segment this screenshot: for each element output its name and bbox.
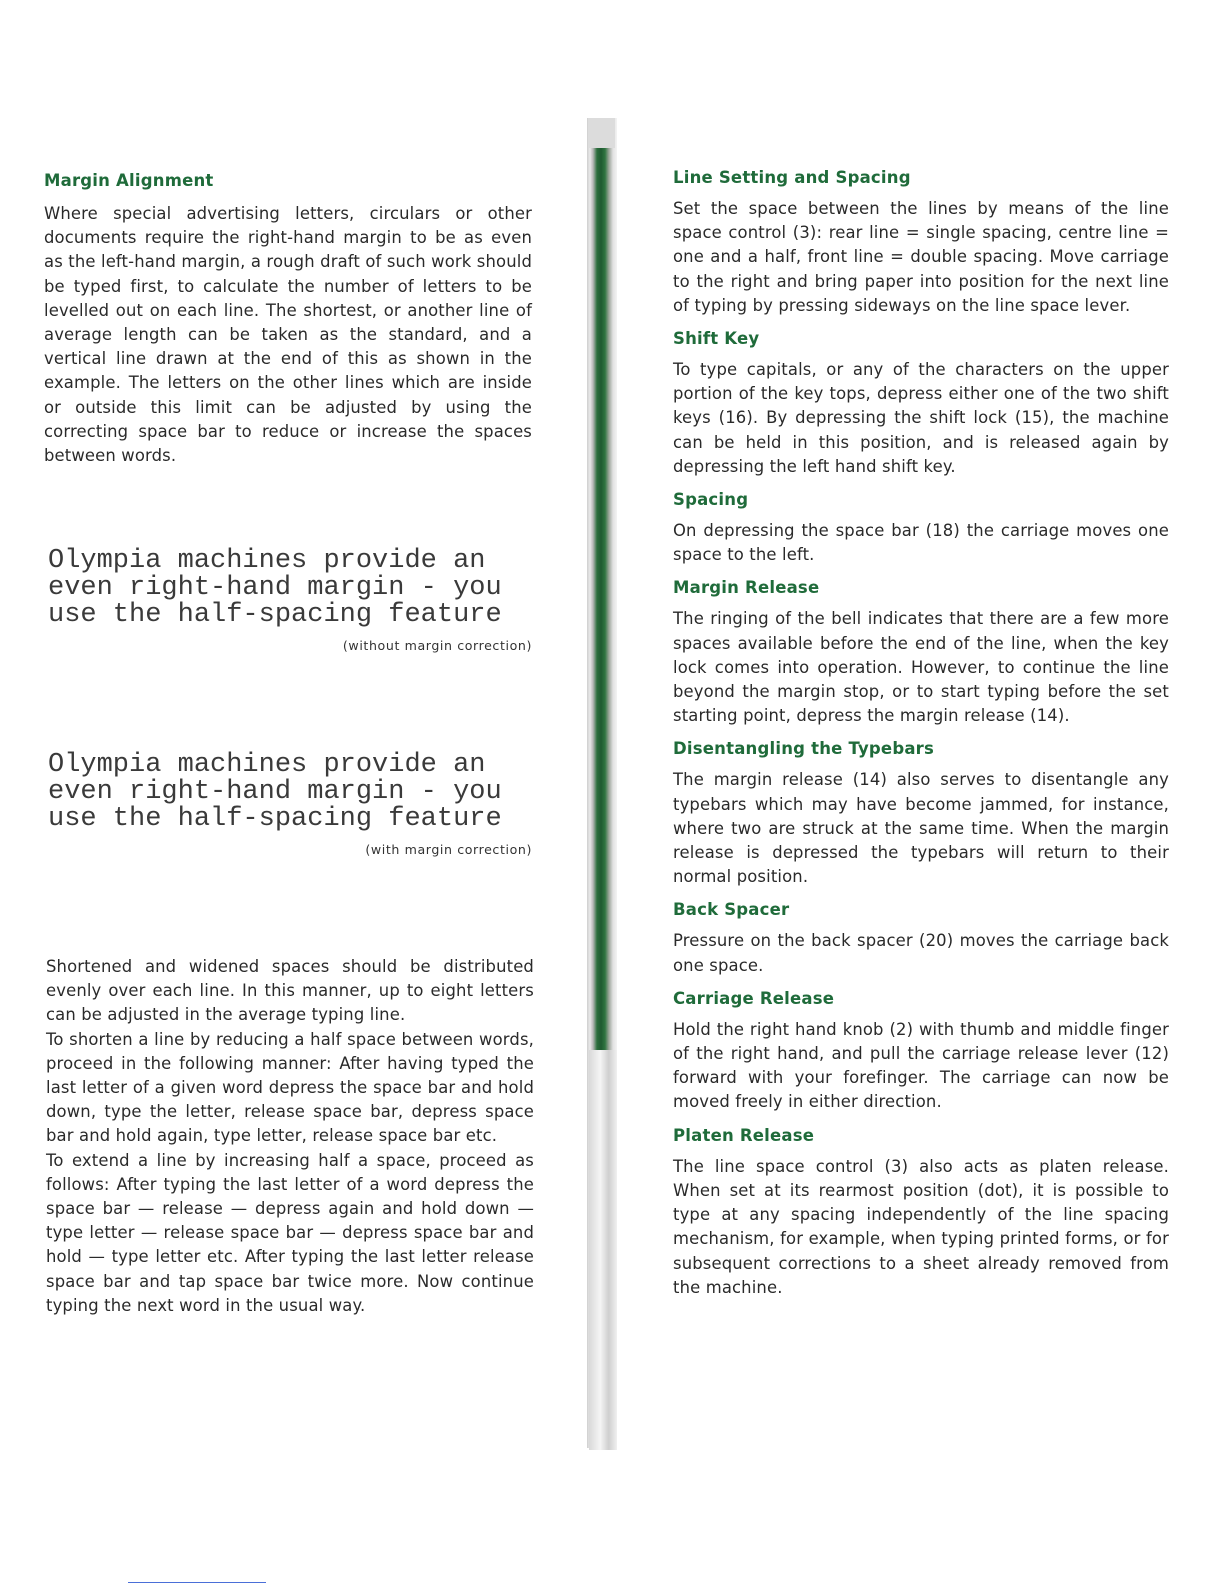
section-heading: Margin Release (673, 578, 820, 598)
footer-rule (128, 1582, 266, 1583)
half-spacing-instructions (46, 955, 534, 1318)
section-heading: Spacing (673, 490, 749, 510)
section-body: Pressure on the back spacer (20) moves the carriage back one space. (673, 931, 1169, 975)
sample-without-correction (48, 548, 532, 629)
section-carriage-release (673, 988, 1169, 1115)
book-spine-top (589, 118, 615, 148)
right-column (673, 167, 1169, 1310)
sample-line: even right-hand margin - you (48, 777, 502, 807)
margin-alignment-body: Where special advertising letters, circulars or other documents require the right-hand margin to be as even as the left-hand margin, a rough draft of such work should be typed first, to calculate the number of letters to be levelled out on each line. The shortest, or another line of average length can be taken as the standard, and a vertical line drawn at the end of this as shown in the example. The letters on the other lines which are inside or outside this limit can be adjusted by using the correcting space bar to reduce or increase the spaces between words. (44, 204, 532, 466)
section-body: Hold the right hand knob (2) with thumb and middle finger of the right hand, and pull the carriage release lever (12) forward with your forefinger. The carriage can now be moved freely in either direction. (673, 1019, 1169, 1112)
section-spacing (673, 489, 1169, 567)
section-body: To type capitals, or any of the characters on the upper portion of the key tops, depress either one of the two shift keys (16). By depressing the shift lock (15), the machine can be held in this position, and is released again by depressing the left hand shift key. (673, 360, 1169, 476)
sample-line: use the half-spacing feature (48, 804, 502, 834)
paragraph-extend-line: To extend a line by increasing half a space, proceed as follows: After typing the last letter of a word depress the space bar — release — depress again and hold down — type letter — release space bar — depress space bar and hold — type letter etc. After typing the last letter release space bar and tap space bar twice more. Now continue typing the next word in the usual way. (46, 1150, 534, 1315)
section-heading: Shift Key (673, 329, 760, 349)
section-body: Set the space between the lines by means of the line space control (3): rear line = single spacing, centre line = one and a half, front line = double spacing. Move carriage to the right and bring paper into position for the next line of typing by pressing sideways on the line space lever. (673, 199, 1169, 315)
sample-line: Olympia machines provide an (48, 750, 486, 780)
section-heading: Disentangling the Typebars (673, 739, 935, 759)
section-back-spacer (673, 899, 1169, 977)
section-body: The margin release (14) also serves to disentangle any typebars which may have become jammed, for instance, where two are struck at the same time. When the margin release is depressed the typebars will return to their normal position. (673, 770, 1169, 887)
section-line-setting (673, 167, 1169, 318)
paragraph-shorten-line: To shorten a line by reducing a half space between words, proceed in the following manner: After having typed the last letter of a given word depress the space bar and hold down, type the letter, release space bar, depress space bar and hold again, type letter, release space bar etc. (46, 1029, 534, 1146)
section-shift-key (673, 328, 1169, 479)
section-heading: Carriage Release (673, 988, 835, 1008)
section-body: The line space control (3) also acts as platen release. When set at its rearmost position (dot), it is possible to type at any spacing independently of the line spacing mechanism, for example, when typing printed forms, or for subsequent corrections to a sheet already removed from the machine. (673, 1156, 1169, 1297)
margin-alignment-section (44, 170, 532, 468)
section-body: The ringing of the bell indicates that there are a few more spaces available before the end of the line, when the key lock comes into operation. However, to continue the line beyond the margin stop, or to start typing before the set starting point, depress the margin release (14). (673, 609, 1169, 726)
caption-with-correction: (with margin correction) (365, 842, 532, 857)
section-platen-release (673, 1125, 1169, 1300)
sample-line: even right-hand margin - you (48, 573, 502, 603)
caption-without-correction: (without margin correction) (342, 638, 532, 653)
section-margin-release (673, 577, 1169, 728)
section-body: On depressing the space bar (18) the carriage moves one space to the left. (673, 521, 1169, 565)
margin-alignment-heading: Margin Alignment (44, 171, 214, 190)
paragraph-distribution: Shortened and widened spaces should be distributed evenly over each line. In this manner, up to eight letters can be adjusted in the average typing line. (46, 957, 534, 1025)
sample-line: Olympia machines provide an (48, 546, 486, 576)
section-heading: Platen Release (673, 1125, 815, 1145)
section-heading: Back Spacer (673, 900, 790, 920)
section-disentangling-typebars (673, 738, 1169, 889)
book-spine-bottom (589, 1050, 617, 1450)
sample-with-correction (48, 752, 532, 833)
sample-line: use the half-spacing feature (48, 600, 502, 630)
section-heading: Line Setting and Spacing (673, 168, 911, 187)
